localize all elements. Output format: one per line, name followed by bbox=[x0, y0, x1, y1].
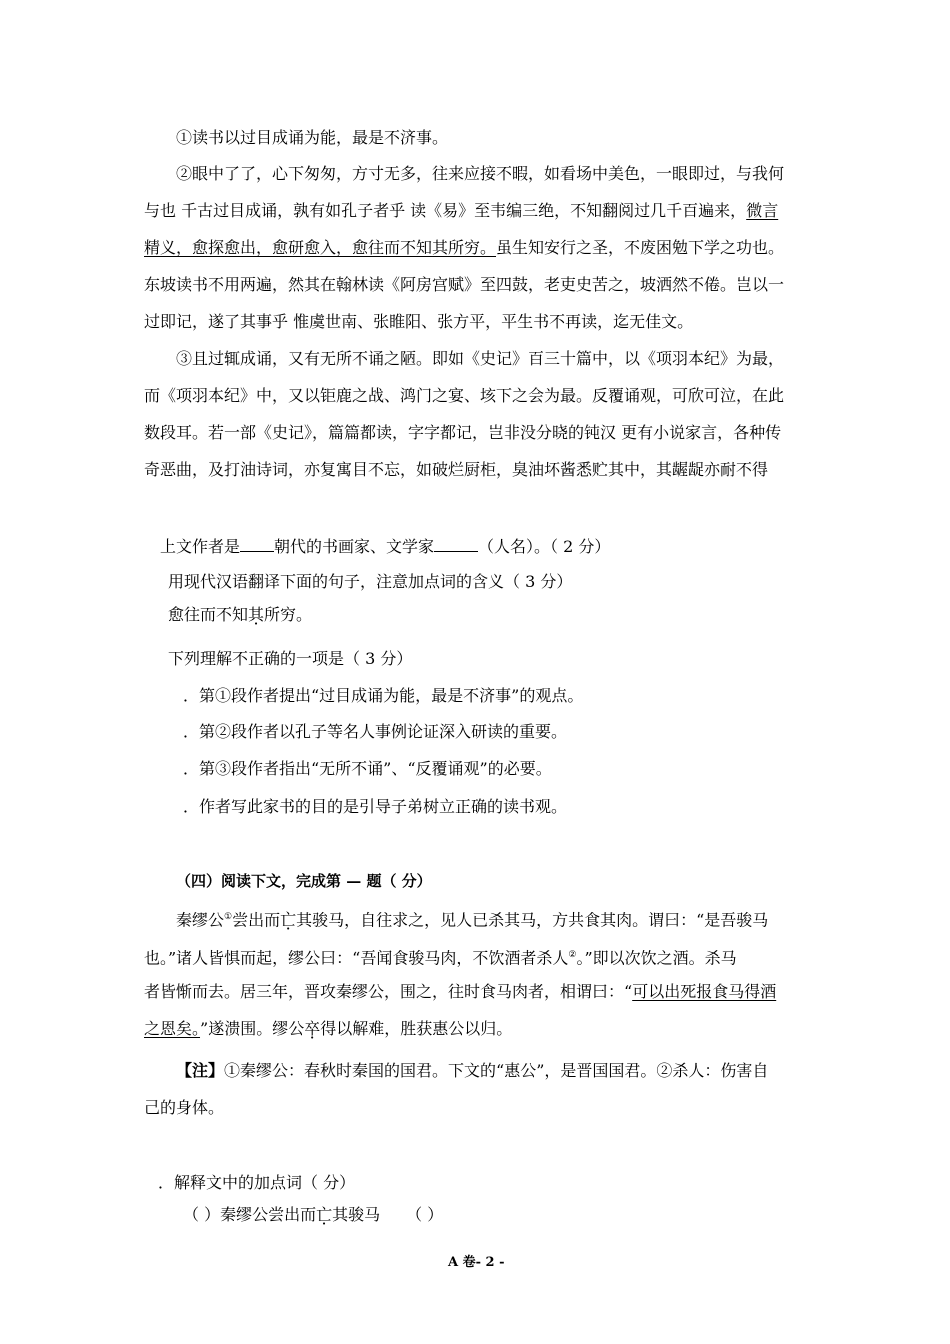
explain-item-1: （ ）秦缪公尝出而亡其骏马 （ ） bbox=[183, 1205, 444, 1224]
note-line-1: 【注】①秦缪公：春秋时秦国的国君。下文的“惠公”，是晋国国君。②杀人：伤害自 bbox=[176, 1061, 769, 1080]
emphasis-dot-word: 其 bbox=[248, 605, 265, 624]
underlined-sentence-end: 之恩矣。 bbox=[144, 1019, 201, 1038]
question-choice: 下列理解不正确的一项是（ 3 分） bbox=[168, 649, 413, 668]
para-2-line-2: 与也 千古过目成诵，孰有如孔子者乎 读《易》至韦编三绝，不知翻阅过几千百遍来，微言 bbox=[144, 201, 779, 220]
emphasis-dot-word: 卒 bbox=[304, 1019, 321, 1038]
story-line-2: 也。”诸人皆惧而起，缪公曰：“吾闻食骏马肉，不饮酒者杀人②。”即以次饮之酒。杀马 bbox=[144, 948, 737, 968]
story-line-3: 者皆惭而去。居三年，晋攻秦缪公，围之，往时食马肉者，相谓曰：“可以出死报食马得酒 bbox=[144, 982, 777, 1001]
question-explain: ．解释文中的加点词（ 分） bbox=[158, 1173, 356, 1192]
note-marker-1: ① bbox=[224, 912, 233, 922]
answer-parenthesis[interactable]: （ ） bbox=[406, 1205, 444, 1224]
emphasis-dot-word: 亡 bbox=[316, 1205, 333, 1224]
question-translate: 用现代汉语翻译下面的句子，注意加点词的含义（ 3 分） bbox=[168, 572, 573, 591]
para-2-line-5: 过即记，遂了其事乎 惟虞世南、张睢阳、张方平，平生书不再读，迄无佳文。 bbox=[144, 312, 694, 331]
option-d: ．作者写此家书的目的是引导子弟树立正确的读书观。 bbox=[183, 797, 568, 816]
answer-blank-name[interactable] bbox=[434, 535, 478, 552]
underlined-sentence-start: 可以出死报食马得酒 bbox=[632, 982, 777, 1001]
para-3-line-1: ③且过辄成诵，又有无所不诵之陋。即如《史记》百三十篇中，以《项羽本纪》为最， bbox=[176, 349, 785, 368]
story-line-1: 秦缪公①尝出而亡其骏马，自往求之，见人已杀其马，方共食其肉。谓曰：“是吾骏马 bbox=[176, 910, 769, 930]
option-b: ．第②段作者以孔子等名人事例论证深入研读的重要。 bbox=[183, 722, 568, 741]
note-label: 【注】 bbox=[176, 1061, 225, 1080]
translate-sentence: 愈往而不知其所穷。 bbox=[168, 605, 313, 624]
section-heading: （四）阅读下文，完成第 — 题（ 分） bbox=[176, 872, 432, 890]
para-2-line-1: ②眼中了了，心下匆匆，方寸无多，往来应接不暇，如看场中美色，一眼即过，与我何 bbox=[176, 164, 785, 183]
story-line-4: 之恩矣。”遂溃围。缪公卒得以解难，胜获惠公以归。 bbox=[144, 1019, 513, 1038]
note-line-2: 己的身体。 bbox=[144, 1098, 225, 1117]
para-1: ①读书以过目成诵为能，最是不济事。 bbox=[176, 128, 449, 147]
para-3-line-2: 而《项羽本纪》中，又以钜鹿之战、鸿门之宴、垓下之会为最。反覆诵观，可欣可泣，在此 bbox=[144, 386, 785, 405]
option-c: ．第③段作者指出“无所不诵”、“反覆诵观”的必要。 bbox=[183, 759, 552, 778]
para-3-line-4: 奇恶曲，及打油诗词，亦复寓目不忘，如破烂厨柜，臭油坏酱悉贮其中，其龌龊亦耐不得 bbox=[144, 460, 769, 479]
para-3-line-3: 数段耳。若一部《史记》，篇篇都读，字字都记，岂非没分晓的钝汉 更有小说家言，各种传 bbox=[144, 423, 782, 442]
option-a: ．第①段作者提出“过目成诵为能，最是不济事”的观点。 bbox=[183, 686, 584, 705]
underlined-sentence-end: 精义，愈探愈出，愈研愈入，愈往而不知其所穷。 bbox=[144, 238, 497, 257]
emphasis-dot-word: 亡 bbox=[280, 910, 297, 930]
para-2-line-3: 精义，愈探愈出，愈研愈入，愈往而不知其所穷。虽生知安行之圣，不废困勉下学之功也。 bbox=[144, 238, 785, 257]
answer-blank-dynasty[interactable] bbox=[240, 535, 274, 552]
question-author: 上文作者是 朝代的书画家、文学家 （人名）。（ 2 分） bbox=[160, 537, 611, 556]
para-2-line-4: 东坡读书不用两遍，然其在翰林读《阿房宫赋》至四鼓，老吏史苦之，坡洒然不倦。岂以一 bbox=[144, 275, 785, 294]
underlined-sentence-start: 微言 bbox=[746, 201, 779, 220]
page-number: A 卷- 2 - bbox=[448, 1255, 505, 1270]
note-marker-2: ② bbox=[568, 950, 577, 960]
